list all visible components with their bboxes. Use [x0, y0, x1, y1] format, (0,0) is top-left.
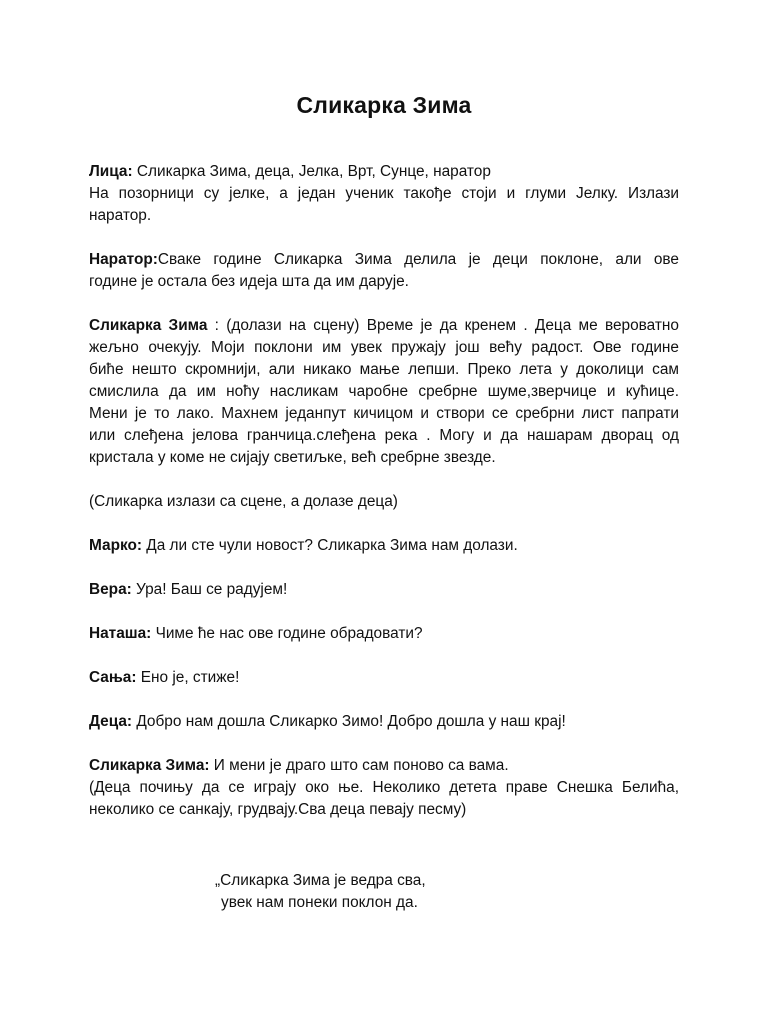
- painter-text-1: : (долази на сцену) Време је да кренем . Деца ме вероватно: [207, 317, 679, 334]
- painter-line-3: биће нешто скромнији, али никако мање лепши. Преко лета у доколици сам: [89, 361, 679, 378]
- painter-reply-stage-2: неколико се санкају, грудвају.Сва деца певају песму): [89, 801, 467, 818]
- painter-reply-text: И мени је драго што сам поново са вама.: [209, 757, 509, 774]
- painter-monologue: [89, 315, 679, 469]
- narrator-text-1: Сваке године Сликарка Зима делила је деци поклоне, али ове: [157, 251, 679, 268]
- song-line-2: увек нам понеки поклон да.: [221, 894, 418, 911]
- marko-text: Да ли сте чули новост? Сликарка Зима нам долази.: [142, 537, 518, 554]
- painter-line-2: жељно очекују. Моји поклони им увек пружају још већу радост. Ове године: [89, 339, 679, 356]
- painter-reply-stage-1: (Деца почињу да се играју око ње. Неколико детета праве Снешка Белића,: [89, 779, 679, 796]
- painter-line-4: смислила да им ноћу насликам чаробне сребрне шуме,зверчице и кућице.: [89, 383, 679, 400]
- song-line-1: „Сликарка Зима је ведра сва,: [215, 872, 426, 889]
- natasha-text: Чиме ће нас ове године обрадовати?: [151, 625, 423, 642]
- narrator-line-1: [89, 249, 679, 271]
- children-line: [89, 711, 679, 733]
- children-text: Добро нам дошла Сликарко Зимо! Добро дошла у наш крај!: [132, 713, 566, 730]
- children-label: Деца:: [89, 713, 133, 730]
- painter-line-1: [89, 315, 679, 337]
- painter-reply-line: [89, 755, 679, 777]
- painter-line-5: Мени је то лако. Махнем једанпут кичицом и створи се сребрни лист папрати: [89, 405, 679, 422]
- vera-text: Ура! Баш се радујем!: [131, 581, 288, 598]
- document-title: Сликарка Зима: [296, 92, 472, 118]
- stage-direction-exit: (Сликарка излази са сцене, а долазе деца): [89, 493, 398, 510]
- sanja-label: Сања:: [89, 669, 137, 686]
- painter-reply-label: Сликарка Зима:: [89, 757, 210, 774]
- marko-line: [89, 535, 679, 557]
- painter-label: Сликарка Зима: [89, 317, 208, 334]
- natasha-label: Наташа:: [89, 625, 152, 642]
- painter-reply: [89, 755, 679, 821]
- sanja-line: [89, 667, 679, 689]
- cast-stage-line-2: наратор.: [89, 207, 152, 224]
- cast-stage-line-1: На позорници су јелке, а један ученик такође стоји и глуми Јелку. Излази: [89, 185, 679, 202]
- cast-label: Лица:: [89, 163, 133, 180]
- play-text: [89, 161, 679, 843]
- sanja-text: Ено је, стиже!: [136, 669, 240, 686]
- marko-label: Марко:: [89, 537, 142, 554]
- vera-line: [89, 579, 679, 601]
- painter-line-7: кристала у коме не сијају светиљке, већ сребрне звезде.: [89, 449, 496, 466]
- vera-label: Вера:: [89, 581, 132, 598]
- cast-paragraph: [89, 161, 679, 227]
- painter-line-6: или слеђена јелова гранчица.слеђена река . Могу и да нашарам дворац од: [89, 427, 679, 444]
- narrator-line-2: године је остала без идеја шта да им дарује.: [89, 273, 409, 290]
- cast-list: Сликарка Зима, деца, Јелка, Врт, Сунце, наратор: [132, 163, 491, 180]
- narrator-label: Наратор:: [89, 251, 158, 268]
- song-verse: [215, 870, 515, 914]
- natasha-line: [89, 623, 679, 645]
- narrator-paragraph: [89, 249, 679, 293]
- cast-line: [89, 161, 679, 183]
